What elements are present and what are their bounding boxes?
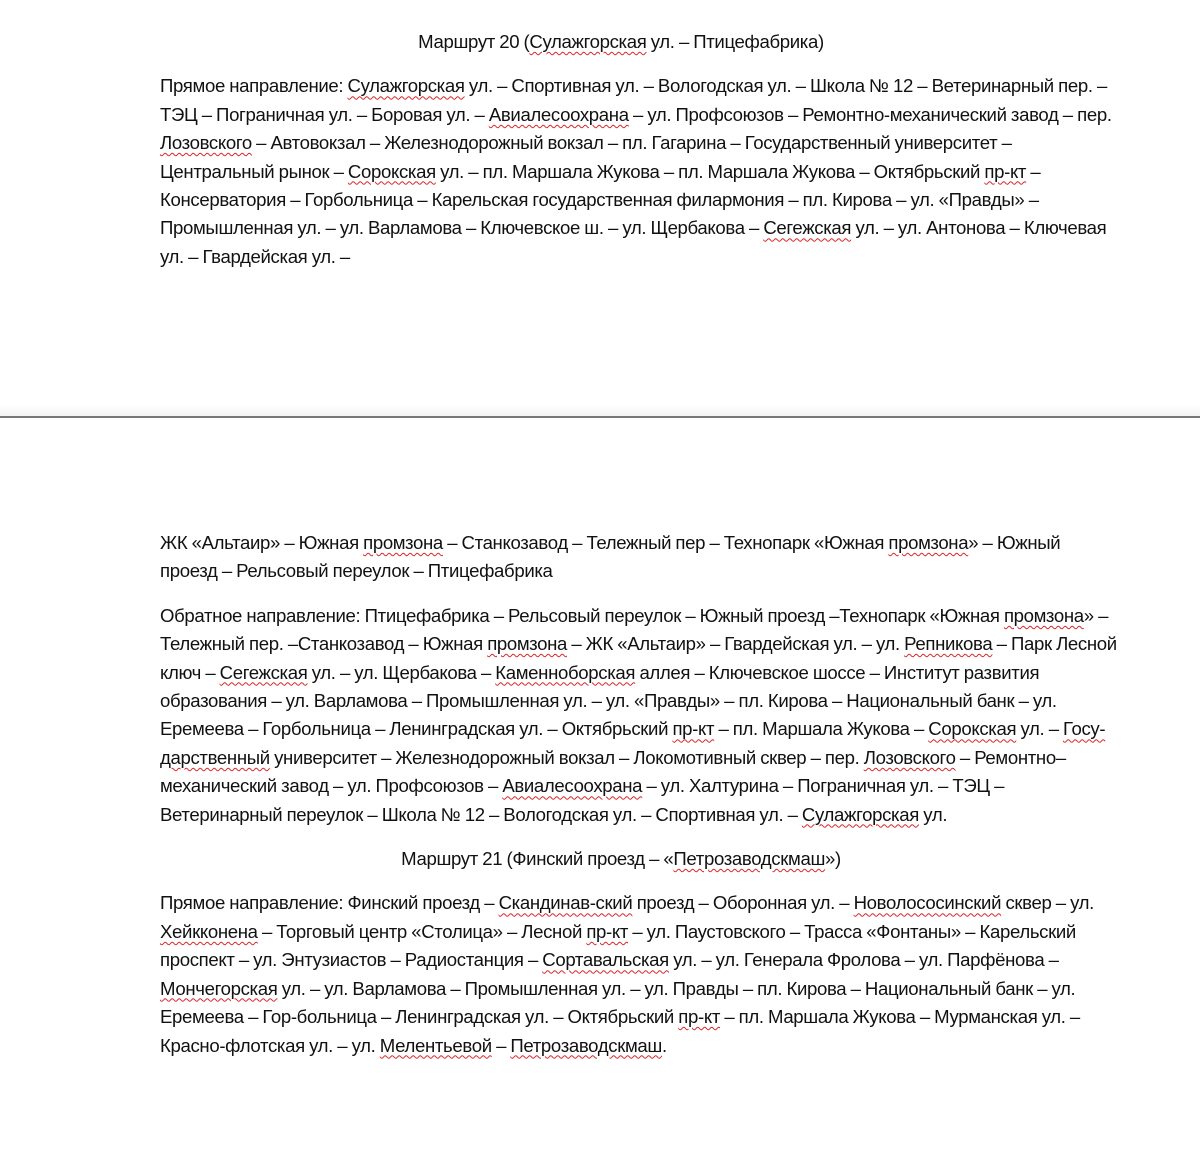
spellcheck-flagged-word[interactable]: Авиалесоохрана	[488, 103, 629, 125]
spellcheck-flagged-word[interactable]: Хейкконена	[160, 920, 258, 942]
spellcheck-flagged-word[interactable]: пр-кт	[678, 1006, 720, 1028]
spellcheck-flagged-word[interactable]: Госу-дарственный	[160, 718, 1106, 768]
spellcheck-flagged-word[interactable]: пр-кт	[586, 920, 629, 942]
spellcheck-flagged-word[interactable]: Сегежская	[763, 217, 852, 239]
route-20-forward-direction: Прямое направление: Сулажгорская ул. – Спортивная ул. – Вологодская ул. – Школа № 12 – Ветеринарный пер. – ТЭЦ – Пограничная ул. – Боровая ул. – Авиалесоохрана – ул. Профсоюзов – Ремонтно-механический завод – пер. Лозовского – Автовокзал – Железнодорожный вокзал – пл. Гагарина – Государственный университет – Центральный рынок – Сорокская ул. – пл. Маршала Жукова – пл. Маршала Жукова – Октябрьский пр-кт – Консерватория – Горбольница – Карельская государственная филармония – пл. Кирова – ул. «Правды» – Промышленная ул. – ул. Варламова – Ключевское ш. – ул. Щербакова – Сегежская ул. – ул. Антонова – Ключевая ул. – Гвардейская ул. –	[160, 75, 1112, 267]
page-2-content	[160, 529, 1122, 1076]
spellcheck-flagged-word[interactable]: пр-кт	[984, 160, 1027, 182]
spellcheck-flagged-word[interactable]: промзона	[363, 532, 443, 553]
spellcheck-flagged-word[interactable]: промзона	[888, 532, 969, 553]
spellcheck-flagged-word[interactable]: промзона	[1003, 604, 1084, 626]
spellcheck-flagged-word[interactable]: Сорокская	[347, 160, 436, 182]
page-1-content	[160, 28, 1122, 287]
spellcheck-flagged-word[interactable]: Лозовского	[160, 132, 252, 154]
spellcheck-flagged-word[interactable]: Каменноборская	[495, 661, 636, 683]
spellcheck-flagged-word[interactable]: Мончегорская	[160, 977, 278, 999]
spellcheck-flagged-word[interactable]: Лозовского	[863, 746, 956, 768]
route-20-heading: Маршрут 20 (Сулажгорская ул. – Птицефабрика)	[418, 31, 824, 52]
spellcheck-flagged-word[interactable]: Сулажгорская	[801, 803, 919, 825]
spellcheck-flagged-word[interactable]: Сегежская	[219, 661, 308, 683]
document-page-2	[0, 418, 1200, 1164]
route-20-forward-continued: ЖК «Альтаир» – Южная промзона – Станкозавод – Тележный пер – Технопарк «Южная промзона» – Южный проезд – Рельсовый переулок – Птицефабрика	[160, 532, 1061, 582]
spellcheck-flagged-word[interactable]: Репникова	[904, 633, 993, 655]
spellcheck-flagged-word[interactable]: промзона	[487, 633, 567, 655]
spellcheck-flagged-word[interactable]: Мелентьевой	[379, 1034, 492, 1056]
route-21-heading: Маршрут 21 (Финский проезд – «Петрозаводскмаш»)	[401, 848, 841, 870]
spellcheck-flagged-word[interactable]: Петрозаводскмаш	[673, 848, 826, 870]
route-20-reverse-direction: Обратное направление: Птицефабрика – Рельсовый переулок – Южный проезд –Технопарк «Южная промзона» – Тележный пер. –Станкозавод – Южная промзона – ЖК «Альтаир» – Гвардейская ул. – ул. Репникова – Парк Лесной ключ – Сегежская ул. – ул. Щербакова – Каменноборская аллея – Ключевское шоссе – Институт развития образования – ул. Варламова – Промышленная ул. – ул. «Правды» – пл. Кирова – Национальный банк – ул. Еремеева – Горбольница – Ленинградская ул. – Октябрьский пр-кт – пл. Маршала Жукова – Сорокская ул. – Госу-дарственный университет – Железнодорожный вокзал – Локомотивный сквер – пер. Лозовского – Ремонтно–механический завод – ул. Профсоюзов – Авиалесоохрана – ул. Халтурина – Пограничная ул. – ТЭЦ – Ветеринарный переулок – Школа № 12 – Вологодская ул. – Спортивная ул. – Сулажгорская ул.	[160, 604, 1117, 825]
spellcheck-flagged-word[interactable]: Сорокская	[928, 718, 1017, 740]
spellcheck-flagged-word[interactable]: Петрозаводскмаш	[510, 1034, 662, 1056]
route-21-forward-direction: Прямое направление: Финский проезд – Скандинав-ский проезд – Оборонная ул. – Новолососинский сквер – ул. Хейкконена – Торговый центр «Столица» – Лесной пр-кт – ул. Паустовского – Трасса «Фонтаны» – Карельский проспект – ул. Энтузиастов – Радиостанция – Сортавальская ул. – ул. Генерала Фролова – ул. Парфёнова – Мончегорская ул. – ул. Варламова – Промышленная ул. – ул. Правды – пл. Кирова – Национальный банк – ул. Еремеева – Гор-больница – Ленинградская ул. – Октябрьский пр-кт – пл. Маршала Жукова – Мурманская ул. – Красно-флотская ул. – ул. Мелентьевой – Петрозаводскмаш.	[160, 892, 1094, 1056]
spellcheck-flagged-word[interactable]: Скандинав-ский	[498, 892, 633, 914]
spellcheck-flagged-word[interactable]: Авиалесоохрана	[502, 775, 643, 797]
spellcheck-flagged-word[interactable]: Новолососинский	[853, 892, 1002, 914]
spellcheck-flagged-word[interactable]: Сортавальская	[542, 949, 669, 971]
spellcheck-flagged-word[interactable]: пр-кт	[672, 718, 715, 740]
document-page-1	[0, 0, 1200, 416]
spellcheck-flagged-word[interactable]: Сулажгорская	[347, 75, 465, 97]
spellcheck-flagged-word[interactable]: Сулажгорская	[529, 31, 647, 52]
